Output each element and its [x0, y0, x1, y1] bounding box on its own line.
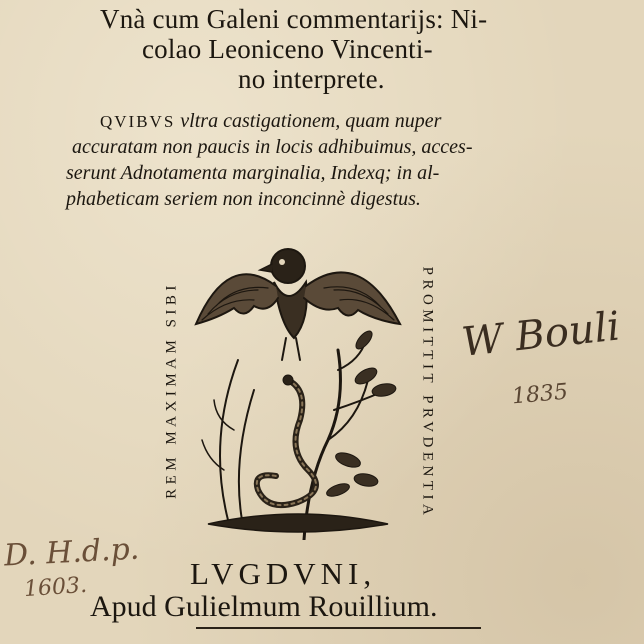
- motto-left: REM MAXIMAM SIBI: [163, 281, 180, 499]
- motto-right: PROMITTIT PRVDENTIA: [419, 266, 436, 520]
- title-line-2: colao Leoniceno Vincenti-: [142, 34, 433, 64]
- imprint-place: LVGDVNI,: [190, 556, 377, 591]
- imprint-publisher: Apud Gulielmum Rouillium.: [90, 590, 438, 623]
- body-line-1-text: vltra castigationem, quam nuper: [175, 110, 442, 132]
- title-line-3: no interprete.: [238, 64, 385, 94]
- imprint-rule: [196, 627, 481, 629]
- handwritten-signature: W Bouli: [459, 303, 623, 366]
- handwritten-mark: D. H.d.p.: [3, 531, 141, 574]
- handwritten-mark-year: 1603.: [23, 572, 88, 603]
- handwritten-signature-year: 1835: [511, 379, 569, 410]
- body-line-4: phabeticam seriem non inconcinnè digestus.: [66, 188, 421, 210]
- title-line-1: Vnà cum Galeni commentarijs: Ni-: [100, 4, 488, 34]
- body-first-word: QVIBVS: [100, 112, 176, 131]
- body-line-2: accuratam non paucis in locis adhibuimus, acces-: [72, 136, 473, 158]
- body-line-3: serunt Adnotamenta marginalia, Indexq; in al-: [66, 162, 440, 184]
- body-line-1: [100, 110, 441, 133]
- eagle-and-serpent-device-icon: [188, 240, 410, 540]
